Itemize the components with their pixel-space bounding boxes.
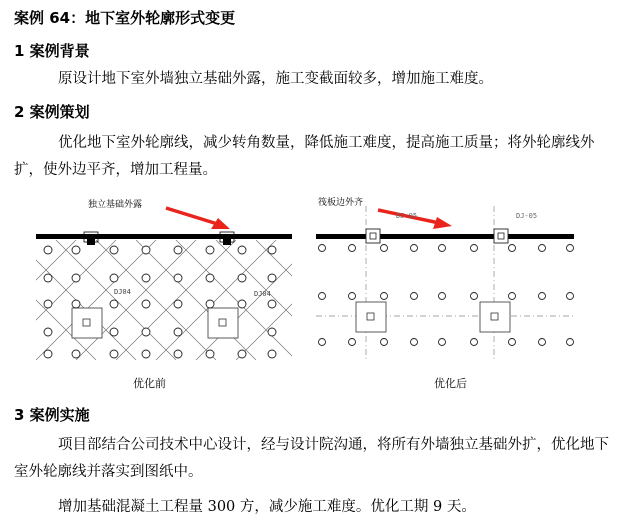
after-label-b: DJ-05 [516, 212, 538, 220]
footing-left [356, 302, 386, 332]
implementation-paragraph-1: 项目部结合公司技术中心设计，经与设计院沟通，将所有外墙独立基础外扩，优化地下室外轮廓线并落实到图纸中。 [14, 437, 609, 480]
planning-paragraph: 优化地下室外轮廓线，减少转角数量，降低施工难度，提高施工质量；将外轮廓线外扩，使外边平齐，增加工程量。 [14, 135, 595, 178]
before-caption: 优化前 [133, 377, 166, 390]
after-caption: 优化后 [434, 377, 467, 390]
exposed-footing-right [223, 237, 231, 245]
section-heading-implementation: 3 案例实施 [14, 406, 90, 424]
section-heading-background: 1 案例背景 [14, 42, 90, 60]
before-label-a: DJ04 [114, 288, 131, 296]
page-title: 案例 64：地下室外轮廓形式变更 [14, 9, 236, 27]
after-drawing [316, 196, 576, 392]
before-annotation: 独立基础外露 [88, 200, 143, 210]
footing-right [480, 302, 510, 332]
outer-wall-line [36, 234, 292, 239]
outer-wall-line [316, 234, 574, 239]
figure-after [316, 196, 576, 392]
footing-left [72, 308, 102, 338]
before-label-b: DJ04 [254, 290, 271, 298]
figure-before [36, 196, 292, 392]
section-heading-planning: 2 案例策划 [14, 103, 90, 121]
exposed-footing-left [87, 237, 95, 245]
after-label-a: DJ-05 [396, 212, 418, 220]
implementation-paragraph-2: 增加基础混凝土工程量 300 方，减少施工难度。优化工期 9 天。 [58, 499, 476, 515]
background-paragraph: 原设计地下室外墙独立基础外露，施工变截面较多，增加施工难度。 [58, 71, 493, 87]
after-annotation: 筏板边外齐 [318, 198, 364, 208]
grid-axes [316, 206, 574, 360]
before-drawing [36, 196, 292, 392]
flush-footing-right [494, 229, 508, 243]
flush-footing-left [366, 229, 380, 243]
footing-right [208, 308, 238, 338]
